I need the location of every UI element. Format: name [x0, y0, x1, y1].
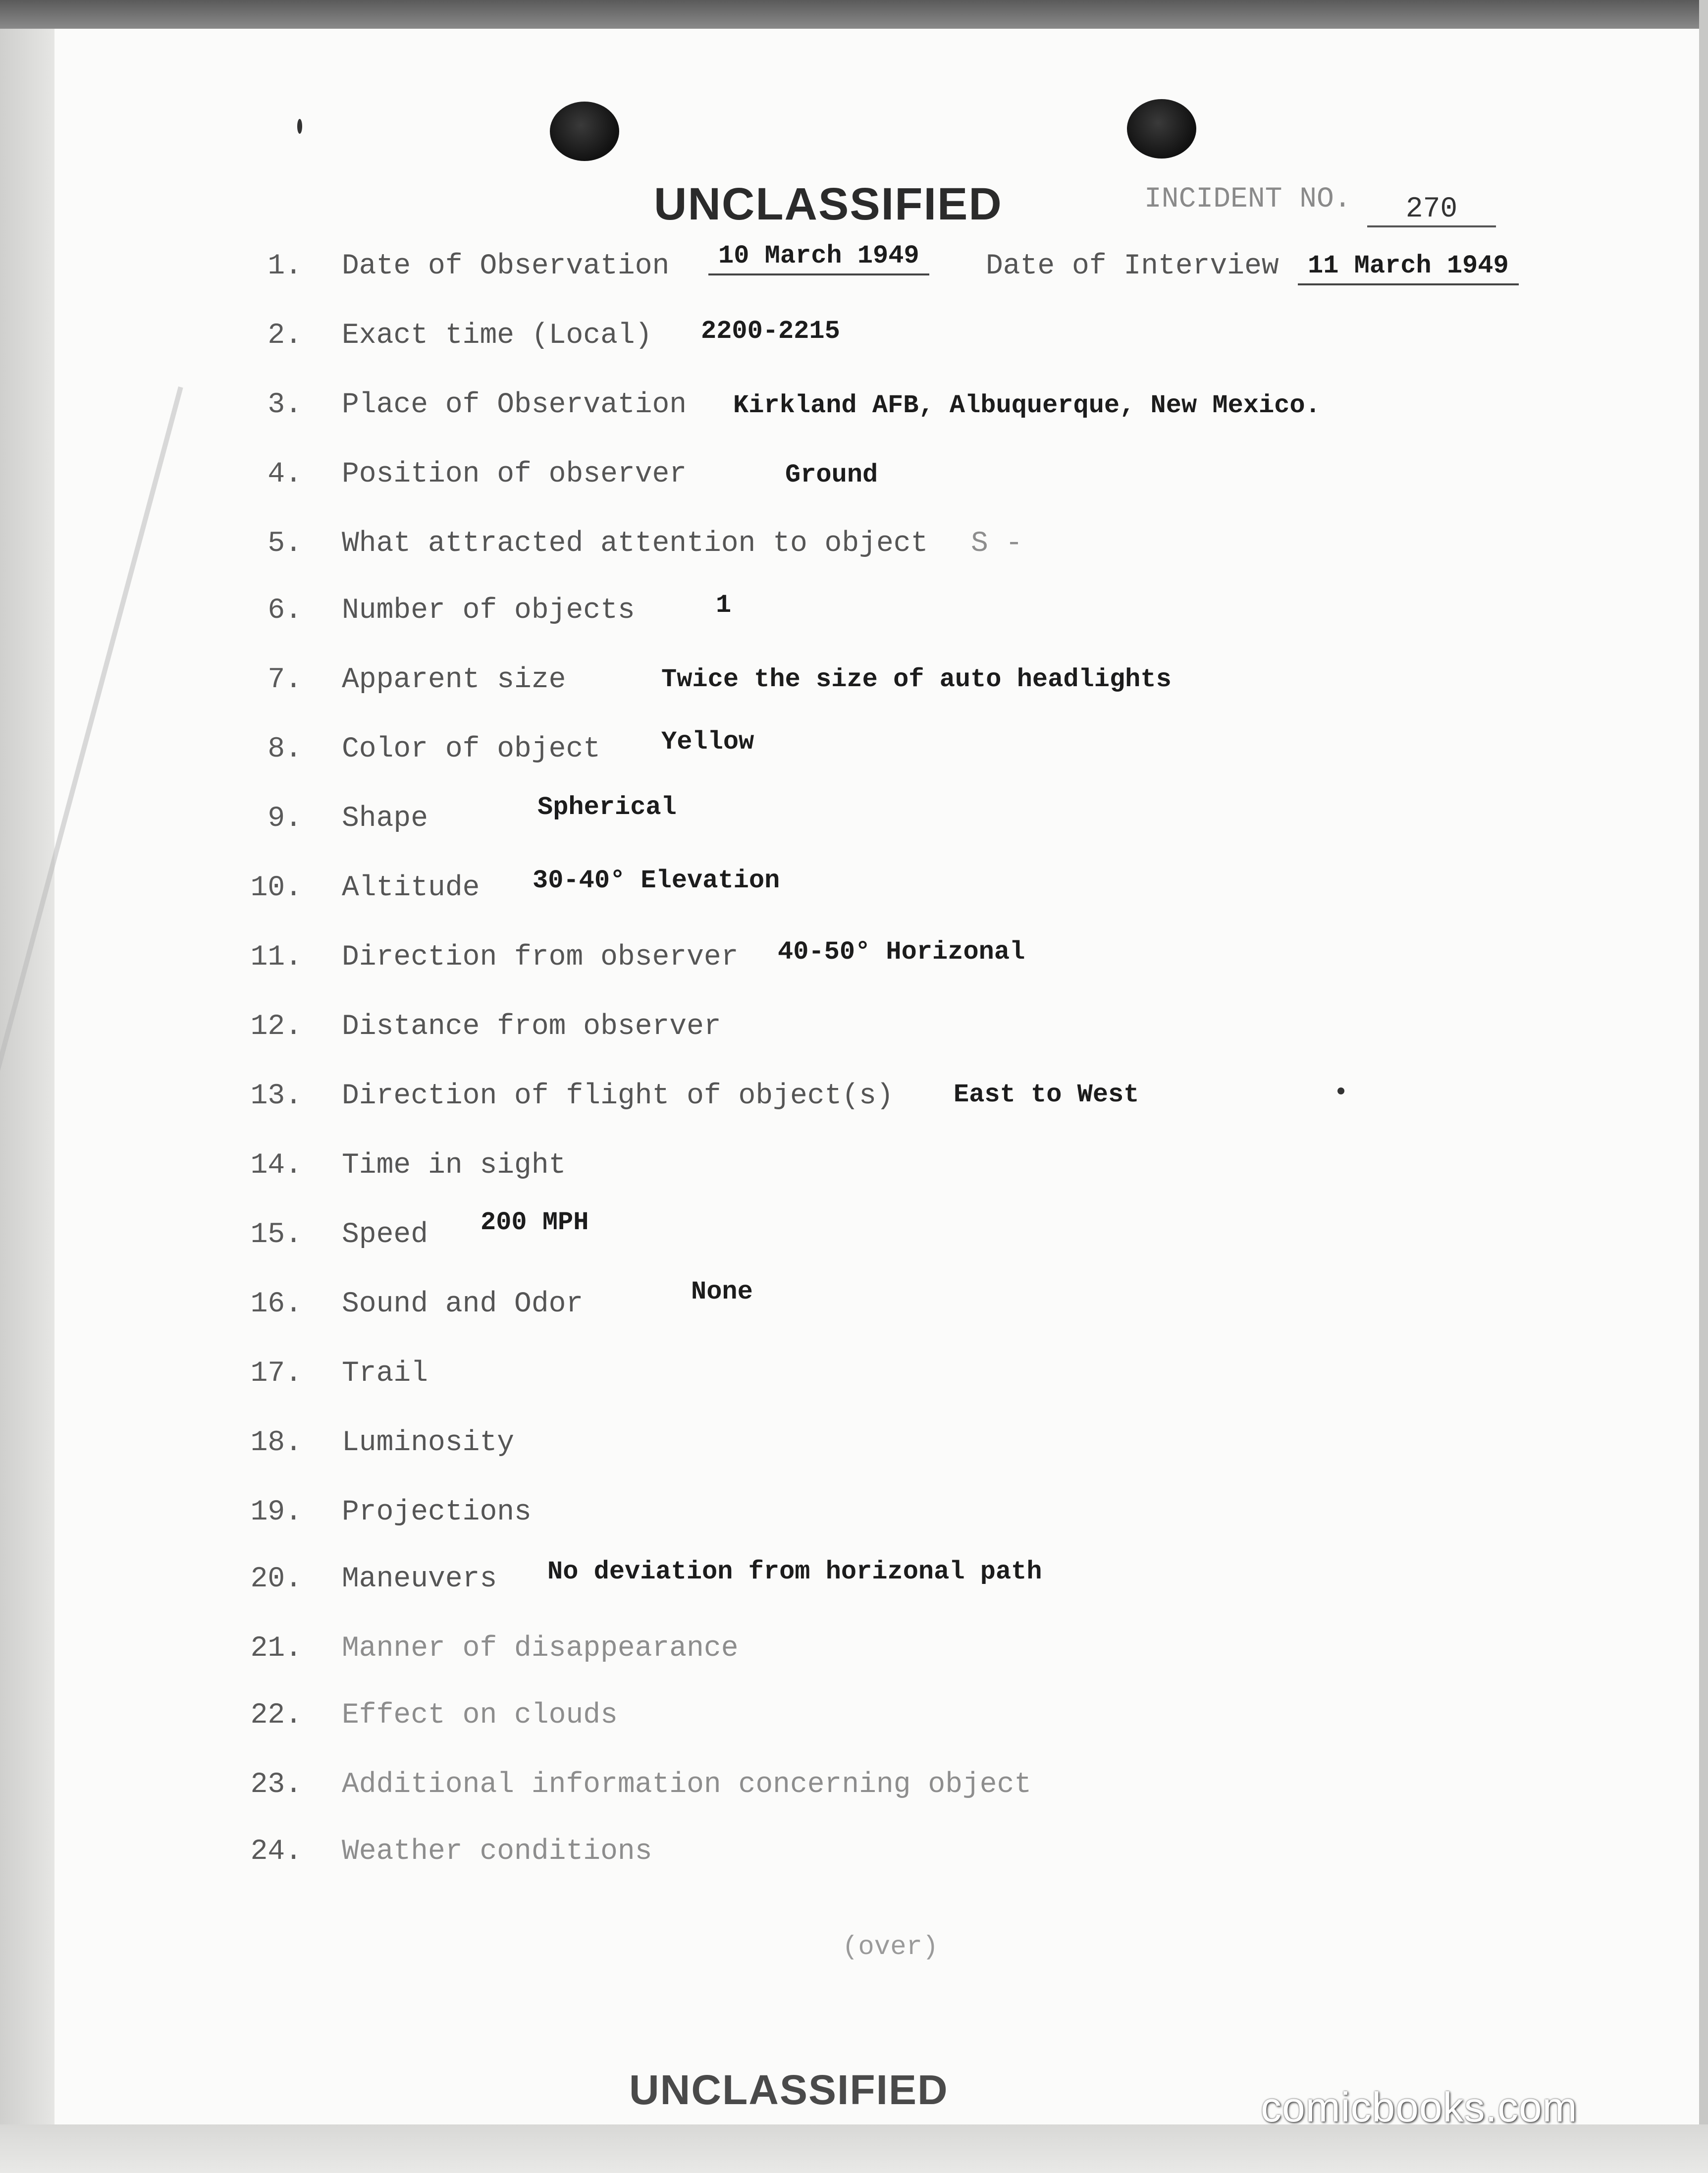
- scan-bottom-edge: [0, 2124, 1708, 2173]
- incident-number-label: INCIDENT NO.: [1144, 183, 1351, 216]
- item-value: 200 MPH: [480, 1208, 589, 1237]
- item-number: 6.: [267, 595, 302, 627]
- item-value: 40-50° Horizonal: [778, 937, 1025, 967]
- item-value: East to West: [954, 1080, 1139, 1109]
- item-label: Number of objects: [342, 595, 635, 627]
- item-number: 7.: [267, 664, 302, 696]
- item-number: 12.: [250, 1011, 302, 1043]
- incident-number-value: 270: [1367, 193, 1496, 227]
- item-value: Yellow: [661, 727, 754, 757]
- scan-top-edge: [0, 0, 1708, 29]
- item-value: Spherical: [537, 793, 677, 822]
- item-value: No deviation from horizonal path: [547, 1557, 1042, 1586]
- over-note: (over): [842, 1932, 939, 1962]
- item-number: 14.: [250, 1149, 302, 1182]
- item-label: Direction from observer: [342, 941, 739, 974]
- item-label: Distance from observer: [342, 1011, 721, 1043]
- header-classification: UNCLASSIFIED: [654, 179, 1003, 229]
- item-label: Date of Observation: [342, 250, 670, 282]
- item-number: 22.: [250, 1699, 302, 1732]
- item-number: 9.: [267, 803, 302, 835]
- item-value: 10 March 1949: [708, 241, 929, 275]
- item-value: 1: [716, 591, 732, 620]
- item-label: Trail: [342, 1358, 428, 1390]
- item-label: Time in sight: [342, 1149, 566, 1182]
- item-number: 11.: [250, 941, 302, 974]
- item-number: 19.: [250, 1496, 302, 1528]
- item-value: Ground: [785, 460, 878, 489]
- item-label: Apparent size: [342, 664, 566, 696]
- item-number: 23.: [250, 1769, 302, 1801]
- watermark: comicbooks.com: [1261, 2084, 1578, 2130]
- item-label: Place of Observation: [342, 389, 687, 421]
- item-value: None: [691, 1277, 753, 1306]
- item-label: Color of object: [342, 733, 601, 765]
- item-number: 8.: [267, 733, 302, 765]
- interview-date-label: Date of Interview: [986, 250, 1279, 282]
- item-label: Sound and Odor: [342, 1288, 584, 1320]
- item-label: Weather conditions: [342, 1836, 652, 1868]
- punch-hole-left: [550, 102, 619, 161]
- item-label: Altitude: [342, 872, 480, 904]
- item-label: Exact time (Local): [342, 320, 652, 352]
- item-label: Position of observer: [342, 458, 687, 490]
- item-number: 3.: [267, 389, 302, 421]
- item-number: 17.: [250, 1358, 302, 1390]
- scan-right-edge: [1699, 0, 1708, 2173]
- punch-hole-right: [1127, 99, 1196, 159]
- item-number: 16.: [250, 1288, 302, 1320]
- item-label: Maneuvers: [342, 1563, 497, 1595]
- item-number: 10.: [250, 872, 302, 904]
- ink-speck: [1337, 1087, 1344, 1094]
- item-label: Effect on clouds: [342, 1699, 618, 1732]
- item-number: 2.: [267, 320, 302, 352]
- item-number: 20.: [250, 1563, 302, 1595]
- item-label: Manner of disappearance: [342, 1632, 739, 1665]
- item-number: 1.: [267, 250, 302, 282]
- item-label: Speed: [342, 1219, 428, 1251]
- item-number: 13.: [250, 1080, 302, 1112]
- item-number: 24.: [250, 1836, 302, 1868]
- item-label: Luminosity: [342, 1427, 515, 1459]
- item-label: Direction of flight of object(s): [342, 1080, 894, 1112]
- item-label: What attracted attention to object: [342, 528, 928, 560]
- item-number: 5.: [267, 528, 302, 560]
- footer-classification: UNCLASSIFIED: [629, 2066, 949, 2113]
- scan-left-margin: [0, 0, 54, 2173]
- item-value: S -: [971, 528, 1023, 560]
- interview-date-value: 11 March 1949: [1298, 251, 1519, 285]
- item-label: Projections: [342, 1496, 532, 1528]
- item-value: Twice the size of auto headlights: [661, 665, 1172, 694]
- item-number: 15.: [250, 1219, 302, 1251]
- item-value: 2200-2215: [701, 317, 840, 346]
- item-number: 4.: [267, 458, 302, 490]
- item-number: 21.: [250, 1632, 302, 1665]
- item-value: Kirkland AFB, Albuquerque, New Mexico.: [733, 391, 1321, 420]
- item-number: 18.: [250, 1427, 302, 1459]
- ink-speck: [297, 119, 302, 134]
- item-value: 30-40° Elevation: [533, 866, 780, 895]
- item-label: Shape: [342, 803, 428, 835]
- item-label: Additional information concerning object: [342, 1769, 1032, 1801]
